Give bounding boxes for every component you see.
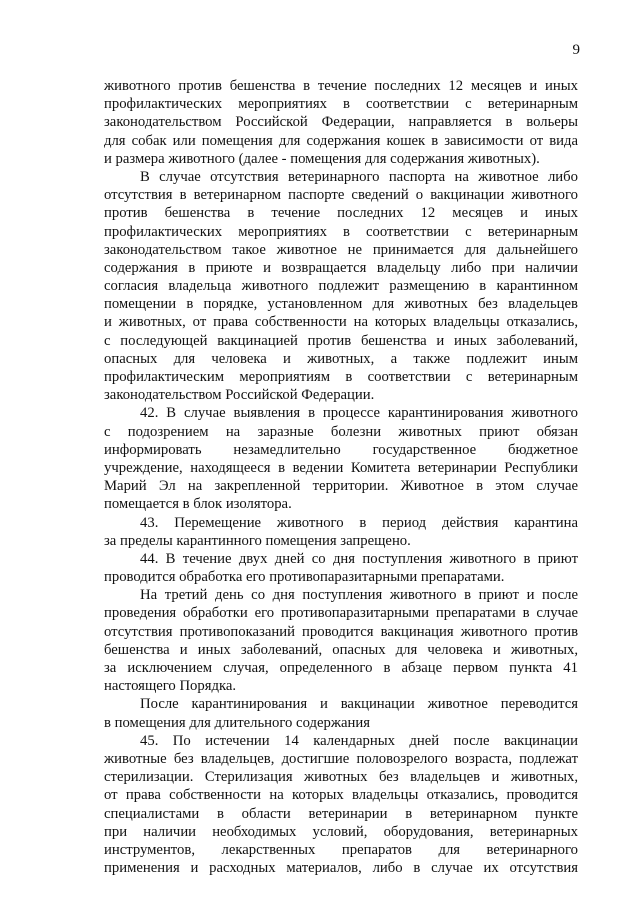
text-line: отсутствия противопоказаний проводится вакцинация животного против [104, 623, 578, 640]
text-line: 44. В течение двух дней со дня поступления животного в приют [140, 550, 578, 567]
text-line: законодательством Российской Федерации. [104, 387, 375, 404]
text-line: информировать незамедлительно государственное бюджетное [104, 441, 578, 458]
text-line: помещается в блок изолятора. [104, 496, 292, 513]
text-line: После карантинирования и вакцинации животное переводится [140, 696, 578, 713]
text-line: помещении в порядке, установленном для животных без владельцев [104, 296, 578, 313]
text-line: стерилизации. Стерилизация животных без владельцев и животных, [104, 769, 578, 786]
text-line: инструментов, лекарственных препаратов для ветеринарного [104, 841, 578, 858]
text-line: В случае отсутствия ветеринарного паспорта на животное либо [140, 168, 578, 185]
text-line: против бешенства в течение последних 12 месяцев и иных [104, 205, 578, 222]
text-line: 45. По истечении 14 календарных дней после вакцинации [140, 732, 578, 749]
text-line: профилактических мероприятиях в соответствии с ветеринарным [104, 223, 578, 240]
text-line: проводится обработка его противопаразитарными препаратами. [104, 569, 505, 586]
text-line: согласия владельца животного подлежит размещению в карантинном [104, 278, 578, 295]
text-line: при наличии необходимых условий, оборудования, ветеринарных [104, 823, 578, 840]
text-line: и животных, от права собственности на которых владельцы отказались, [104, 314, 578, 331]
text-line: 43. Перемещение животного в период действия карантина [140, 514, 578, 531]
text-line: На третий день со дня поступления животного в приют и после [140, 587, 578, 604]
text-line: Марий Эл на закрепленной территории. Животное в этом случае [104, 478, 578, 495]
text-line: животные без владельцев, достигшие половозрелого возраста, подлежат [104, 750, 578, 767]
text-line: применения и расходных материалов, либо в случае их отсутствия [104, 860, 578, 877]
text-line: за исключением случая, определенного в абзаце первом пункта 41 [104, 660, 578, 676]
text-line: проведения обработки его противопаразитарными препаратами в случае [104, 605, 578, 622]
text-line: для собак или помещения для содержания кошек в зависимости от вида [104, 132, 578, 149]
text-line: учреждение, находящееся в ведении Комитета ветеринарии Республики [104, 459, 578, 476]
text-line: законодательством Российской Федерации, направляется в вольеры [104, 114, 578, 131]
text-line: с подозрением на заразные болезни животных приют обязан [104, 423, 578, 440]
text-line: отсутствия в ветеринарном паспорте сведений о вакцинации животного [104, 187, 578, 204]
text-line: 42. В случае выявления в процессе карантинирования животного [140, 405, 578, 422]
text-line: опасных для человека и животных, а также подлежит иным [104, 350, 578, 367]
body-text [104, 77, 578, 877]
text-line: содержания в приюте и возвращается владельцу либо при наличии [104, 259, 578, 276]
text-line: и размера животного (далее - помещения для содержания животных). [104, 150, 540, 167]
text-line: законодательством такое животное не принимается для дальнейшего [104, 241, 578, 258]
text-line: профилактических мероприятиях в соответствии с ветеринарным [104, 96, 578, 113]
text-line: настоящего Порядка. [104, 678, 237, 695]
text-line: с последующей вакцинацией против бешенства и иных заболеваний, [104, 332, 578, 349]
text-line: специалистами в области ветеринарии в ветеринарном пункте [104, 805, 578, 822]
text-line: от права собственности на которых владельцы отказались, проводится [104, 787, 578, 804]
text-line: за пределы карантинного помещения запрещено. [104, 532, 411, 549]
text-line: животного против бешенства в течение последних 12 месяцев и иных [104, 78, 578, 94]
text-line: в помещения для длительного содержания [104, 714, 370, 731]
text-line: бешенства и иных заболеваний, опасных для человека и животных, [104, 641, 578, 658]
text-line: профилактическим мероприятиям в соответствии с ветеринарным [104, 369, 578, 385]
page-number: 9 [572, 42, 580, 58]
